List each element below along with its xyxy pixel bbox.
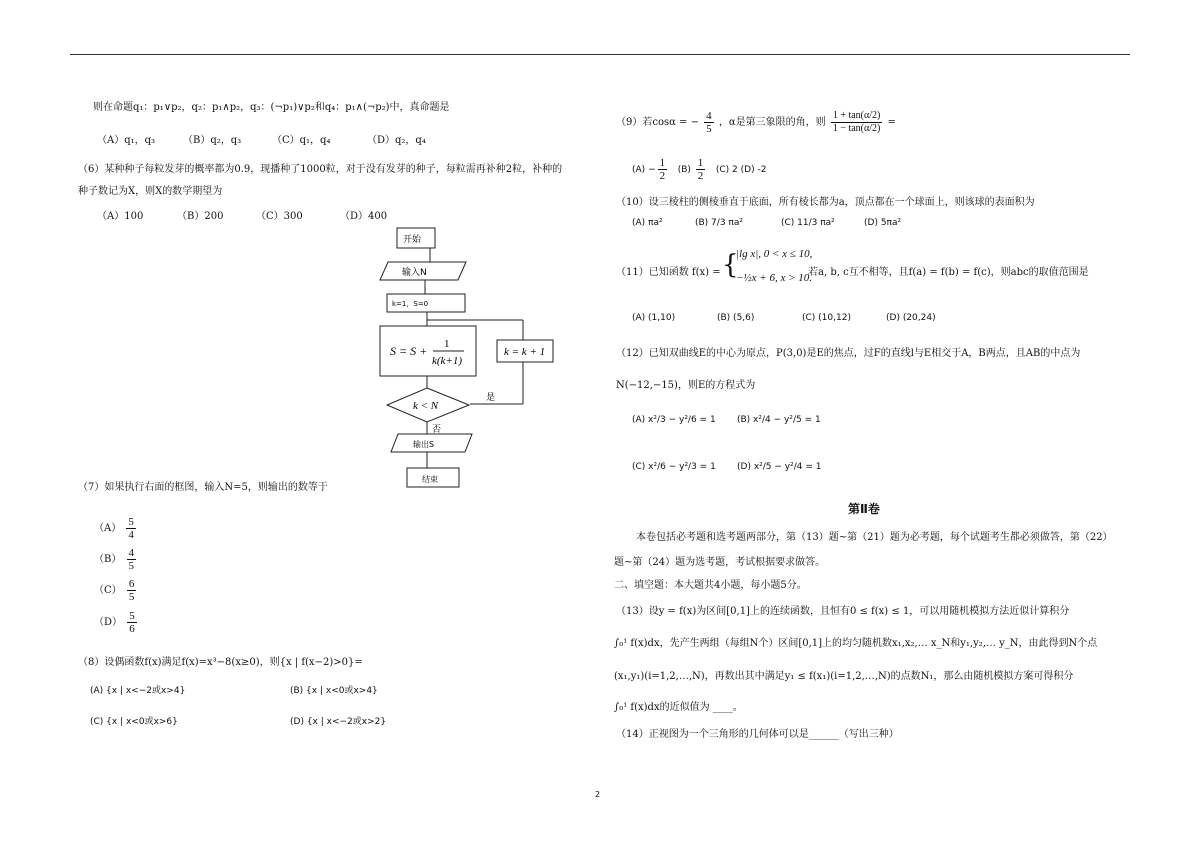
- q13-line3: (x₁,y₁)(i=1,2,…,N)，再数出其中满足y₁ ≤ f(x₁)(i=1,2,…,N)的点数N₁，那么由随机模拟方案可得积分: [614, 671, 1074, 682]
- flow-assign-num: 1: [444, 338, 450, 350]
- q7-stem: （7）如果执行右面的框图，输入N=5，则输出的数等于: [78, 482, 328, 493]
- q6-option-c: （C）300: [256, 211, 303, 222]
- part2-line2: 题~第（24）题为选考题，考试根据要求做答。: [614, 557, 826, 568]
- q8-option-d: (D) {x | x<−2或x>2}: [290, 717, 387, 727]
- q7-option-c-den: 5: [128, 591, 135, 603]
- q7-option-b-den: 5: [128, 560, 135, 572]
- q7-option-d-den: 6: [129, 623, 135, 635]
- q13-line4: ∫₀¹ f(x)dx的近似值为 ____。: [614, 702, 743, 713]
- q11-option-b: (B) (5,6): [717, 313, 755, 323]
- q10-option-d: (D) 5πa²: [864, 218, 902, 228]
- q7-option-d-num: 5: [129, 610, 135, 622]
- q9-option-a-num: 1: [659, 157, 666, 169]
- q9-eq: =: [887, 117, 896, 128]
- q9-option-b-label: (B): [677, 165, 691, 175]
- q7-option-d-label: （D）: [94, 617, 123, 628]
- flow-no-label: 否: [432, 425, 442, 435]
- q11-prefix: （11）已知函数 f(x) =: [616, 267, 721, 278]
- q9-cos-num: 4: [706, 110, 712, 122]
- q9-option-a-sign: −: [648, 165, 656, 175]
- q9-stem-b: ，α是第三象限的角，则: [718, 117, 826, 128]
- q9-frac-den: 1 − tan(α/2): [832, 123, 881, 134]
- q9-frac-num: 1 + tan(α/2): [832, 110, 881, 121]
- q11-option-a: (A) (1,10): [632, 313, 676, 323]
- flow-assign-den: k(k+1): [432, 355, 463, 367]
- q11-option-c: (C) (10,12): [802, 313, 851, 323]
- q7-option-d: [94, 610, 139, 635]
- q5-stem: 则在命题q₁：p₁∨p₂，q₂：p₁∧p₂，q₃：(¬p₁)∨p₂和q₄：p₁∧(¬p₂)中，真命题是: [93, 102, 450, 113]
- q8-option-b: (B) {x | x<0或x>4}: [290, 686, 378, 696]
- section2-title: 二、填空题：本大题共4小题，每小题5分。: [614, 580, 807, 591]
- q9-option-cd: (C) 2 (D) -2: [715, 165, 767, 175]
- q7-option-a-label: （A）: [94, 523, 122, 534]
- q8-option-c: (C) {x | x<0或x>6}: [90, 717, 178, 727]
- q9-option-b-num: 1: [697, 157, 704, 169]
- flow-assign-text: S = S +: [390, 344, 428, 358]
- flow-yes-label: 是: [486, 393, 496, 403]
- q9-cos-den: 5: [706, 123, 712, 135]
- page-number: 2: [595, 790, 601, 799]
- q9-option-b-den: 2: [697, 170, 704, 182]
- q7-option-b-num: 4: [128, 547, 135, 559]
- q12-option-a: (A) x²/3 − y²/6 = 1: [632, 415, 716, 425]
- q9-option-a-label: (A): [632, 165, 646, 175]
- q9-stem: [616, 110, 896, 135]
- q6-line2: 种子数记为X，则X的数学期望为: [78, 186, 223, 197]
- flow-inc-text: k = k + 1: [504, 346, 546, 358]
- q14-line: （14）正视图为一个三角形的几何体可以是______（写出三种）: [616, 729, 899, 740]
- q7-option-c-label: （C）: [94, 585, 122, 596]
- q9-stem-a: （9）若cosα = −: [616, 117, 699, 128]
- part2-line1: 本卷包括必考题和选考题两部分，第（13）题~第（21）题为必考题，每个试题考生都必须做答，第（22）: [636, 532, 1113, 543]
- q10-option-a: (A) πa²: [632, 218, 663, 228]
- q10-stem: （10）设三棱柱的侧棱垂直于底面，所有棱长都为a，顶点都在一个球面上，则该球的表面积为: [616, 197, 1035, 208]
- q11-option-d: (D) (20,24): [886, 313, 936, 323]
- q13-line1: （13）设y = f(x)为区间[0,1]上的连续函数，且恒有0 ≤ f(x) ≤ 1，可以用随机模拟方法近似计算积分: [616, 606, 1070, 617]
- q5-option-c: （C）q₁，q₄: [272, 135, 331, 146]
- q6-option-b: （B）200: [177, 211, 224, 222]
- q12-option-c: (C) x²/6 − y²/3 = 1: [632, 462, 716, 472]
- q12-line1: （12）已知双曲线E的中心为原点，P(3,0)是E的焦点，过F的直线l与E相交于A，B两点，且AB的中点为: [616, 348, 1081, 359]
- q12-option-b: (B) x²/4 − y²/5 = 1: [737, 415, 821, 425]
- flow-cond-text: k < N: [413, 400, 439, 412]
- q11-brace: {: [722, 250, 739, 280]
- q7-option-a: [94, 516, 138, 541]
- q9-options: [632, 157, 766, 182]
- q7-option-c-num: 6: [128, 578, 135, 590]
- q7-option-c: [94, 578, 138, 603]
- q7-option-b: [94, 547, 138, 572]
- flow-end-text: 结束: [422, 475, 438, 484]
- q8-option-a: (A) {x | x<−2或x>4}: [90, 686, 186, 696]
- flow-init-text: k=1，S=0: [392, 300, 429, 308]
- flow-input-text: 输入N: [402, 268, 427, 278]
- q8-stem: （8）设偶函数f(x)满足f(x)=x³−8(x≥0)，则{x | f(x−2)>0}=: [78, 657, 363, 668]
- q7-option-b-label: （B）: [94, 554, 122, 565]
- q7-option-a-num: 5: [128, 516, 134, 528]
- flowchart: [370, 222, 570, 492]
- q11-case2: −½x + 6, x > 10.: [736, 272, 813, 284]
- q6-option-a: （A）100: [97, 211, 144, 222]
- flow-output-text: 输出S: [413, 440, 435, 449]
- q11-case1: |lg x|, 0 < x ≤ 10,: [736, 248, 813, 260]
- part2-title: 第Ⅱ卷: [848, 502, 880, 516]
- q5-option-b: （B）q₂，q₃: [183, 135, 242, 146]
- header-rule: [70, 54, 1130, 55]
- q10-option-b: (B) 7/3 πa²: [695, 218, 743, 228]
- q5-option-a: （A）q₁，q₃: [97, 135, 156, 146]
- q10-option-c: (C) 11/3 πa²: [781, 218, 835, 228]
- q12-line2: N(−12,−15)，则E的方程式为: [616, 380, 756, 391]
- q13-line2: ∫₀¹ f(x)dx，先产生两组（每组N个）区间[0,1]上的均匀随机数x₁,x₂,… x_N和y₁,y₂,… y_N，由此得到N个点: [614, 638, 1098, 649]
- q12-option-d: (D) x²/5 − y²/4 = 1: [737, 462, 822, 472]
- q5-option-d: （D）q₂，q₄: [367, 135, 426, 146]
- q6-line1: （6）某种种子每粒发芽的概率都为0.9，现播种了1000粒，对于没有发芽的种子，每粒需再补种2粒，补种的: [78, 164, 563, 175]
- flow-start-text: 开始: [403, 235, 422, 245]
- q6-option-d: （D）400: [340, 211, 388, 222]
- q9-option-a-den: 2: [659, 170, 666, 182]
- q7-option-a-den: 4: [128, 529, 134, 541]
- q11-suffix: 若a, b, c互不相等，且f(a) = f(b) = f(c)，则abc的取值范围是: [808, 267, 1089, 278]
